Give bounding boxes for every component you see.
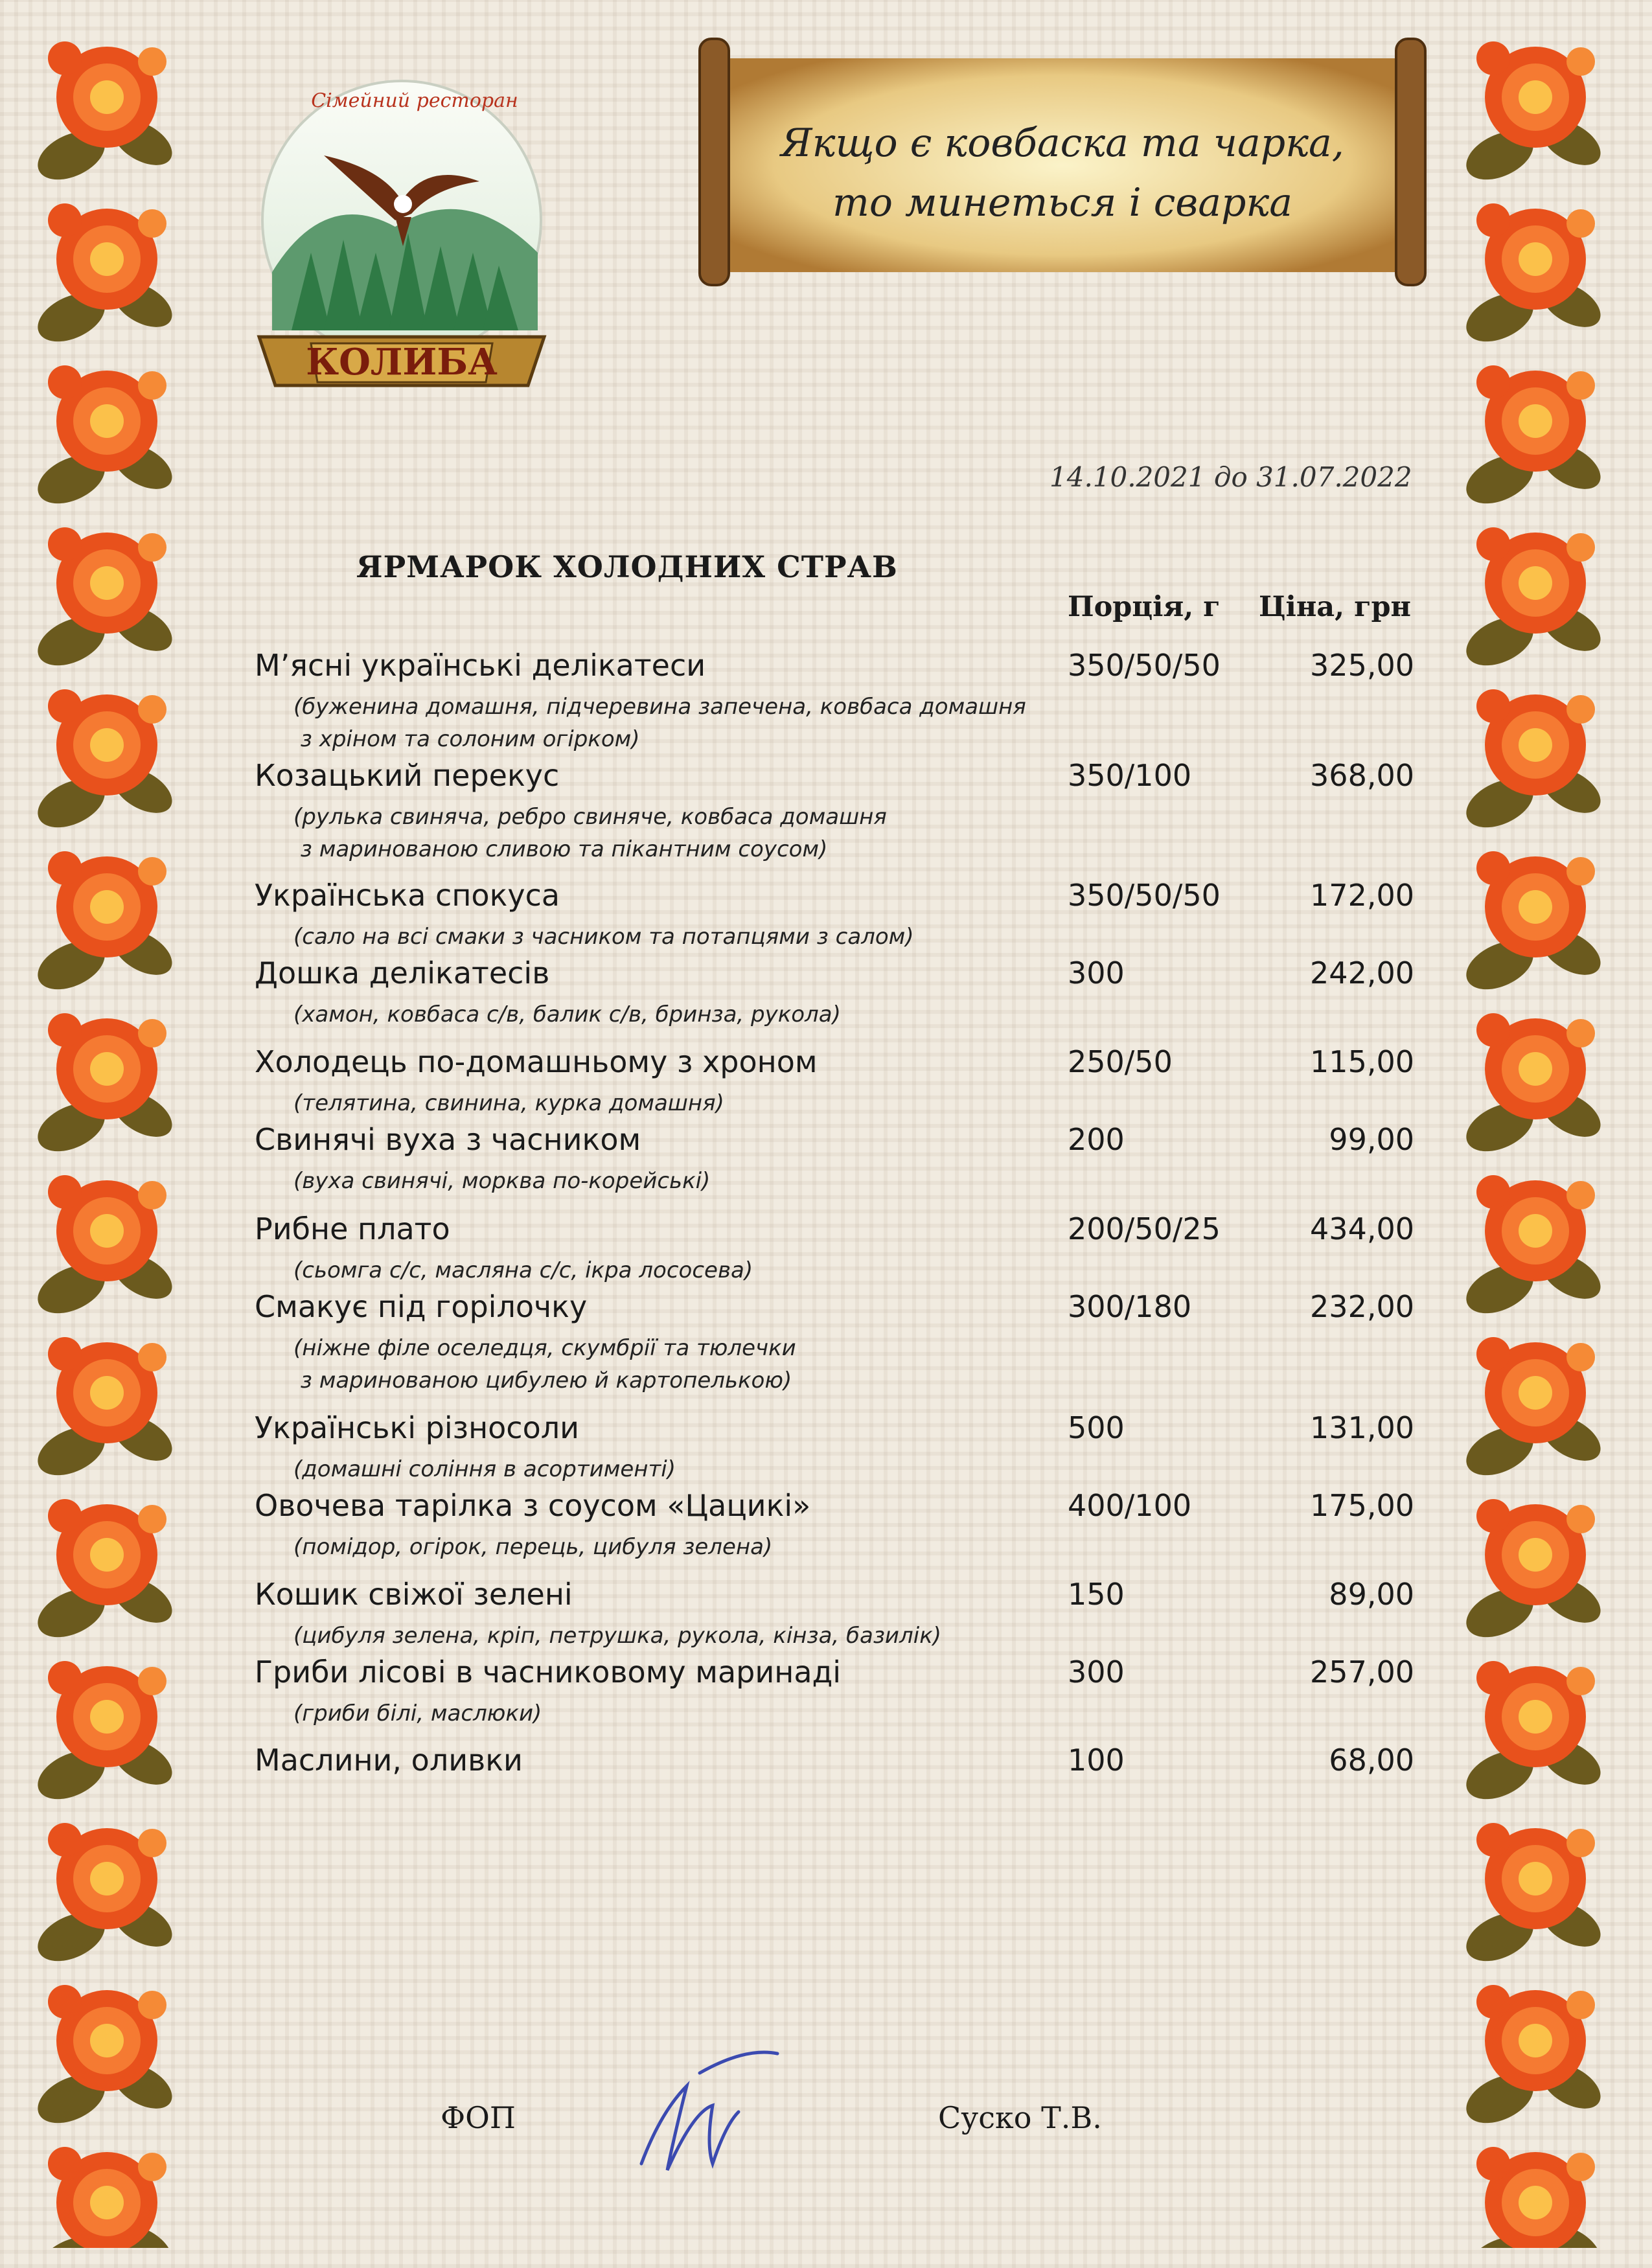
- item-name: Маслини, оливки: [255, 1743, 523, 1778]
- flower-icon: [1459, 1175, 1609, 1323]
- item-description: (ніжне філе оселедця, скумбрії та тюлечки з маринованою цибулею й картопелькою): [293, 1335, 796, 1393]
- item-name: Рибне плато: [255, 1211, 450, 1246]
- item-price: 175,00: [1310, 1488, 1414, 1523]
- flower-icon: [30, 365, 180, 513]
- signature: [615, 2034, 784, 2177]
- flower-icon: [1459, 365, 1609, 513]
- item-portion: 150: [1068, 1577, 1125, 1612]
- item-price: 242,00: [1310, 956, 1414, 991]
- flower-icon: [1459, 689, 1609, 837]
- item-price: 115,00: [1310, 1044, 1414, 1079]
- flower-icon: [30, 527, 180, 675]
- item-portion: 350/50/50: [1068, 878, 1221, 913]
- item-price: 257,00: [1310, 1655, 1414, 1690]
- column-header-portion: Порція, г: [1068, 591, 1221, 623]
- section-title: ЯРМАРОК ХОЛОДНИХ СТРАВ: [356, 549, 898, 584]
- flower-icon: [1459, 851, 1609, 999]
- item-name: Свинячі вуха з часником: [255, 1122, 641, 1157]
- flower-icon: [1459, 2147, 1609, 2248]
- item-name: Смакує під горілочку: [255, 1289, 588, 1324]
- logo-top-text: Сімейний ресторан: [311, 89, 518, 112]
- flower-icon: [1459, 527, 1609, 675]
- item-portion: 100: [1068, 1743, 1125, 1778]
- item-price: 172,00: [1310, 878, 1414, 913]
- item-description: (сало на всі смаки з часником та потапцями з салом): [293, 924, 914, 950]
- item-portion: 350/50/50: [1068, 648, 1221, 683]
- date-range: 14.10.2021 до 31.07.2022: [1050, 461, 1412, 493]
- item-portion: 200/50/25: [1068, 1211, 1221, 1246]
- item-price: 434,00: [1310, 1211, 1414, 1246]
- item-name: Дошка делікатесів: [255, 956, 550, 991]
- item-price: 368,00: [1310, 758, 1414, 793]
- flower-icon: [30, 1175, 180, 1323]
- logo-name: КОЛИБА: [306, 341, 498, 384]
- flower-icon: [30, 41, 180, 189]
- column-header-price: Ціна, грн: [1258, 591, 1411, 623]
- item-name: Українська спокуса: [255, 878, 560, 913]
- item-portion: 200: [1068, 1122, 1125, 1157]
- flower-icon: [30, 1823, 180, 1971]
- item-name: Українські різносоли: [255, 1410, 580, 1445]
- item-name: Козацький перекус: [255, 758, 560, 793]
- item-portion: 500: [1068, 1410, 1125, 1445]
- item-name: Овочева тарілка з соусом «Цацикі»: [255, 1488, 811, 1523]
- footer-fop: ФОП: [441, 2100, 516, 2135]
- flower-icon: [30, 689, 180, 837]
- item-description: (вуха свинячі, морква по-корейські): [293, 1168, 711, 1194]
- flower-icon: [1459, 203, 1609, 351]
- item-description: (рулька свиняча, ребро свиняче, ковбаса домашня з маринованою сливою та пікантним соусом): [293, 804, 887, 862]
- floral-border-right: [1454, 19, 1616, 2248]
- item-portion: 300/180: [1068, 1289, 1192, 1324]
- item-description: (помідор, огірок, перець, цибуля зелена): [293, 1534, 773, 1560]
- restaurant-logo: [233, 58, 570, 421]
- flower-icon: [30, 2147, 180, 2248]
- flower-icon: [1459, 1013, 1609, 1161]
- item-portion: 300: [1068, 1655, 1125, 1690]
- floral-border-left: [26, 19, 188, 2248]
- flower-icon: [30, 203, 180, 351]
- item-description: (телятина, свинина, курка домашня): [293, 1090, 724, 1116]
- item-description: (сьомга с/с, масляна с/с, ікра лососева): [293, 1257, 753, 1283]
- item-name: М’ясні українські делікатеси: [255, 648, 706, 683]
- item-name: Холодець по-домашньому з хроном: [255, 1044, 818, 1079]
- flower-icon: [30, 1985, 180, 2133]
- item-price: 89,00: [1329, 1577, 1414, 1612]
- item-price: 68,00: [1329, 1743, 1414, 1778]
- flower-icon: [30, 851, 180, 999]
- item-price: 232,00: [1310, 1289, 1414, 1324]
- quote: [751, 113, 1373, 233]
- flower-icon: [30, 1337, 180, 1485]
- item-description: (цибуля зелена, кріп, петрушка, рукола, кінза, базилік): [293, 1623, 941, 1649]
- flower-icon: [1459, 1499, 1609, 1647]
- item-description: (хамон, ковбаса с/в, балик с/в, бринза, рукола): [293, 1002, 841, 1027]
- item-price: 131,00: [1310, 1410, 1414, 1445]
- flower-icon: [30, 1499, 180, 1647]
- item-name: Гриби лісові в часниковому маринаді: [255, 1655, 842, 1690]
- item-price: 99,00: [1329, 1122, 1414, 1157]
- item-portion: 300: [1068, 956, 1125, 991]
- item-portion: 250/50: [1068, 1044, 1173, 1079]
- item-portion: 400/100: [1068, 1488, 1192, 1523]
- quote-line-1: Якщо є ковбаска та чарка,: [781, 120, 1344, 166]
- item-portion: 350/100: [1068, 758, 1192, 793]
- item-description: (гриби білі, маслюки): [293, 1701, 542, 1726]
- flower-icon: [1459, 1661, 1609, 1809]
- item-price: 325,00: [1310, 648, 1414, 683]
- flower-icon: [1459, 41, 1609, 189]
- flower-icon: [1459, 1985, 1609, 2133]
- item-description: (домашні соління в асортименті): [293, 1456, 676, 1482]
- footer-signatory: Суско Т.В.: [938, 2100, 1102, 2135]
- flower-icon: [30, 1661, 180, 1809]
- flower-icon: [1459, 1337, 1609, 1485]
- item-name: Кошик свіжої зелені: [255, 1577, 573, 1612]
- flower-icon: [30, 1013, 180, 1161]
- flower-icon: [1459, 1823, 1609, 1971]
- item-description: (буженина домашня, підчеревина запечена, ковбаса домашня з хріном та солоним огірком): [293, 694, 1026, 752]
- quote-line-2: то минеться і сварка: [832, 180, 1293, 225]
